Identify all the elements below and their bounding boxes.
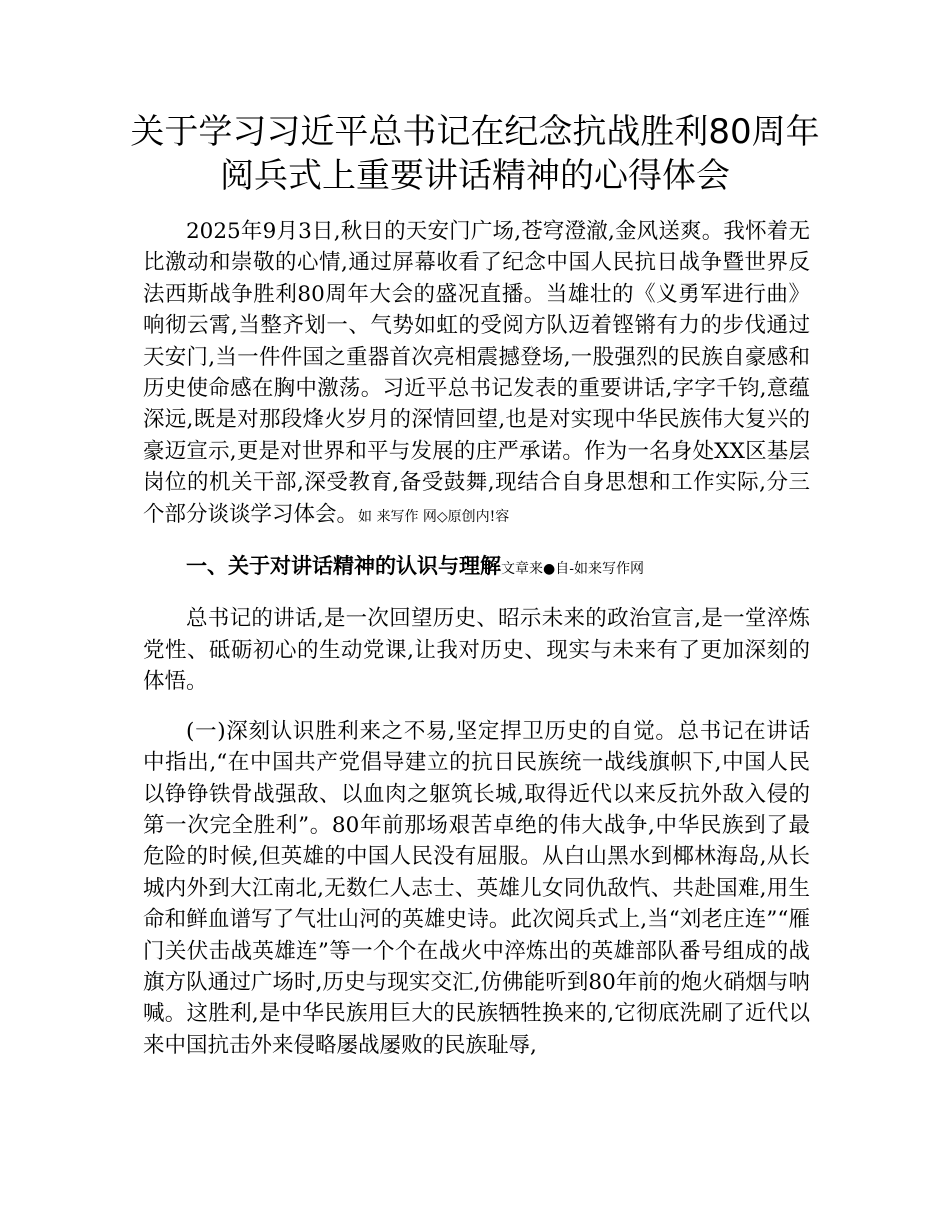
paragraph-intro [143, 216, 810, 533]
heading-watermark-text: 文章来●自-如来写作网 [501, 561, 644, 578]
watermark-text: 如 来写作 网◇原创内!容 [358, 508, 510, 525]
section-heading-1-text: 一、关于对讲话精神的认识与理解 [186, 554, 501, 579]
paragraph-intro-text: 2025年9月3日,秋日的天安门广场,苍穹澄澈,金风送爽。我怀着无比激动和崇敬的心情,通过屏幕收看了纪念中国人民抗日战争暨世界反法西斯战争胜利80周年大会的盛况直播。当雄壮的《义勇军进行曲》响彻云霄,当整齐划一、气势如虹的受阅方队迈着铿锵有力的步伐通过天安门,当一件件国之重器首次亮相震撼登场,一股强烈的民族自豪感和历史使命感在胸中激荡。习近平总书记发表的重要讲话,字字千钧,意蕴深远,既是对那段烽火岁月的深情回望,也是对实现中华民族伟大复兴的豪迈宣示,更是对世界和平与发展的庄严承诺。作为一名身处XX区基层岗位的机关干部,深受教育,备受鼓舞,现结合自身思想和工作实际,分三个部分谈谈学习体会。 [143, 219, 810, 527]
paragraph-2: 总书记的讲话,是一次回望历史、昭示未来的政治宣言,是一堂淬炼党性、砥砺初心的生动党课,让我对历史、现实与未来有了更加深刻的体悟。 [143, 606, 810, 695]
paragraph-3: (一)深刻认识胜利来之不易,坚定捍卫历史的自觉。总书记在讲话中指出,“在中国共产党倡导建立的抗日民族统一战线旗帜下,中国人民以铮铮铁骨战强敌、以血肉之躯筑长城,取得近代以来反抗外敌入侵的第一次完全胜利”。80年前那场艰苦卓绝的伟大战争,中华民族到了最危险的时候,但英雄的中国人民没有屈服。从白山黑水到椰林海岛,从长城内外到大江南北,无数仁人志士、英雄儿女同仇敌忾、共赴国难,用生命和鲜血谱写了气壮山河的英雄史诗。此次阅兵式上,当“刘老庄连”“雁门关伏击战英雄连”等一个个在战火中淬炼出的英雄部队番号组成的战旗方队通过广场时,历史与现实交汇,仿佛能听到80年前的炮火硝烟与呐喊。这胜利,是中华民族用巨大的民族牺牲换来的,它彻底洗刷了近代以来中国抗击外来侵略屡战屡败的民族耻辱, [143, 718, 810, 1058]
section-heading-1 [143, 551, 810, 585]
title-line-1: 关于学习习近平总书记在纪念抗战胜利80周年 [130, 112, 820, 152]
document-title [100, 110, 850, 198]
document-body [143, 216, 810, 1061]
title-line-2: 阅兵式上重要讲话精神的心得体会 [220, 156, 730, 196]
